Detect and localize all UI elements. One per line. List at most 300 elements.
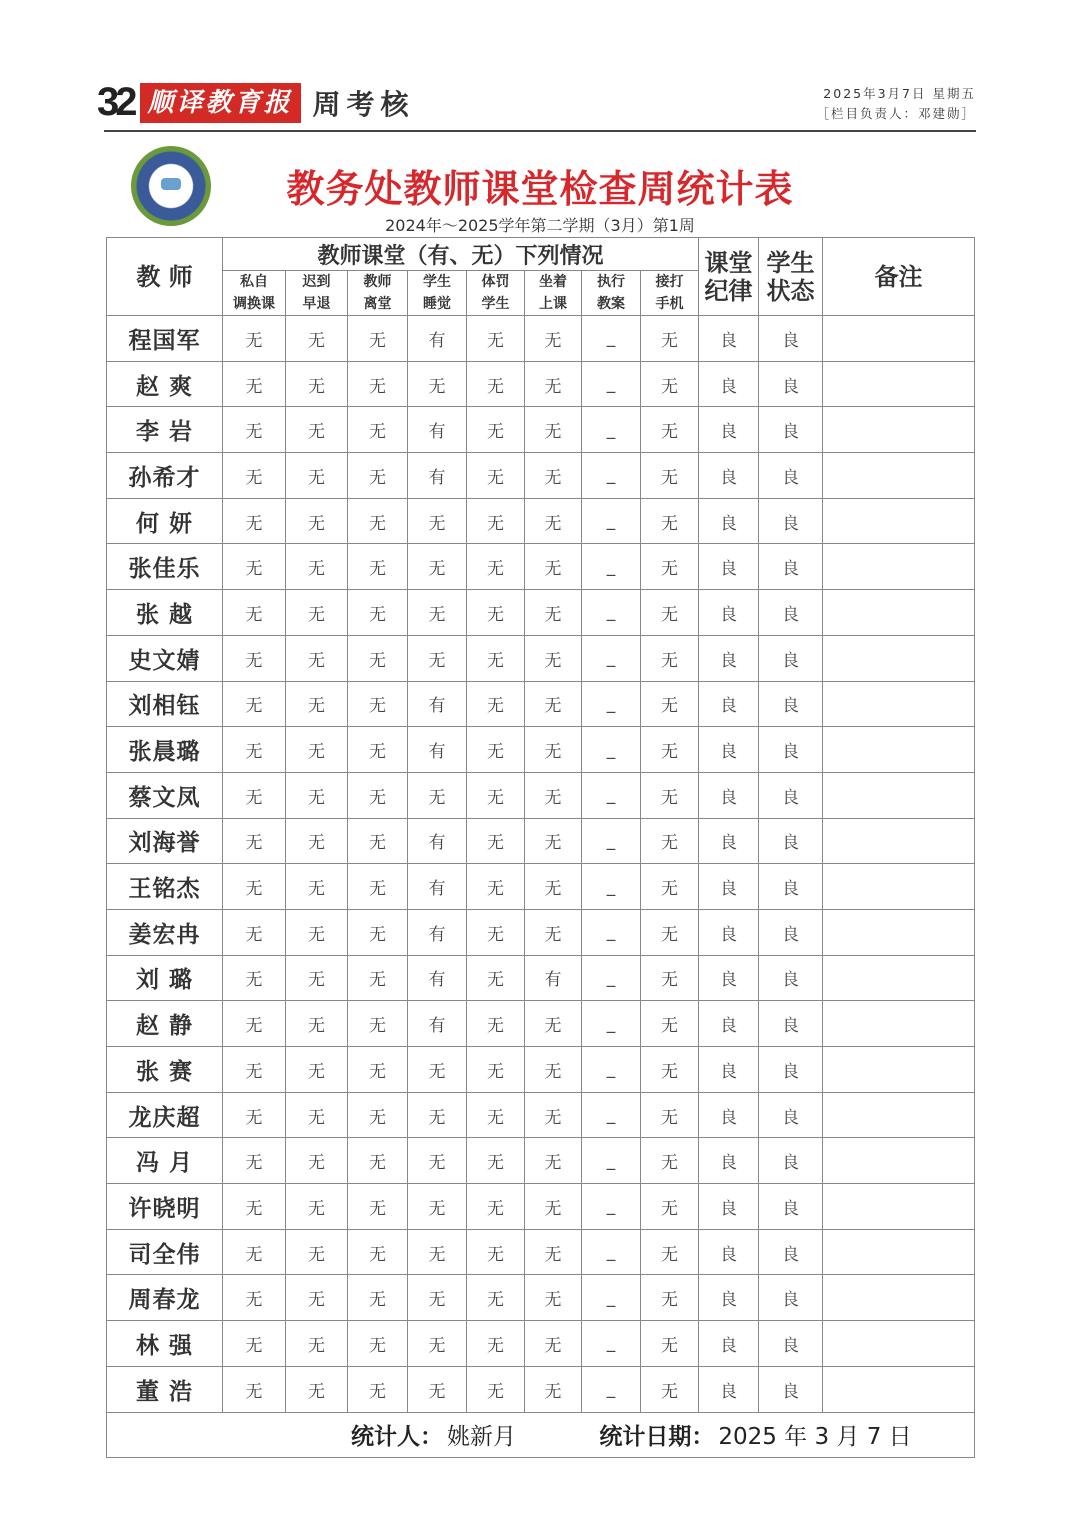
teacher-name: 孙希才	[107, 453, 223, 499]
column-name: 周考核	[312, 87, 415, 121]
table-cell: 无	[641, 1366, 699, 1412]
table-cell: 无	[467, 453, 525, 499]
table-cell: 无	[525, 1366, 582, 1412]
table-cell: 无	[525, 1138, 582, 1184]
table-row	[107, 361, 975, 407]
remark-cell	[823, 772, 975, 818]
table-cell: 无	[286, 772, 348, 818]
table-cell: 无	[467, 498, 525, 544]
table-cell: 无	[467, 681, 525, 727]
table-cell: 无	[286, 1138, 348, 1184]
table-cell: 无	[641, 407, 699, 453]
table-cell: 无	[467, 909, 525, 955]
table-cell: 无	[641, 316, 699, 362]
sub-header: 迟到 早退	[286, 271, 348, 316]
stat-date: 2025 年 3 月 7 日	[718, 1424, 912, 1450]
table-cell: 无	[641, 361, 699, 407]
table-cell: 有	[408, 955, 467, 1001]
table-cell: 无	[348, 1229, 408, 1275]
teacher-name: 李 岩	[107, 407, 223, 453]
column-editor: ［栏目负责人：邓建勋］	[816, 106, 976, 121]
table-cell: 良	[759, 498, 823, 544]
table-cell: _	[582, 590, 641, 636]
table-row	[107, 1184, 975, 1230]
sub-header: 私自 调换课	[223, 271, 286, 316]
table-cell: 无	[223, 361, 286, 407]
table-cell: 无	[223, 1092, 286, 1138]
header-group: 教师课堂（有、无）下列情况	[223, 238, 699, 271]
table-cell: 无	[348, 453, 408, 499]
table-row	[107, 727, 975, 773]
table-row	[107, 1275, 975, 1321]
table-cell: 无	[525, 361, 582, 407]
table-cell: 无	[223, 1138, 286, 1184]
table-cell: 无	[525, 544, 582, 590]
table-cell: 良	[759, 453, 823, 499]
table-cell: 良	[699, 1138, 759, 1184]
remark-cell	[823, 1321, 975, 1367]
table-cell: 无	[223, 955, 286, 1001]
table-cell: _	[582, 1138, 641, 1184]
table-row	[107, 498, 975, 544]
table-cell: _	[582, 1001, 641, 1047]
table-cell: 良	[759, 909, 823, 955]
teacher-name: 冯 月	[107, 1138, 223, 1184]
table-cell: 无	[348, 818, 408, 864]
remark-cell	[823, 955, 975, 1001]
table-cell: 良	[759, 361, 823, 407]
table-cell: 无	[408, 1047, 467, 1093]
table-cell: 良	[759, 544, 823, 590]
masthead-meta	[816, 84, 976, 124]
remark-cell	[823, 544, 975, 590]
table-cell: 无	[223, 635, 286, 681]
teacher-name: 张佳乐	[107, 544, 223, 590]
table-cell: 无	[348, 635, 408, 681]
table-cell: 无	[223, 1229, 286, 1275]
table-cell: 良	[759, 1138, 823, 1184]
table-cell: _	[582, 1184, 641, 1230]
table-cell: 无	[525, 1229, 582, 1275]
table-cell: 无	[286, 1366, 348, 1412]
table-cell: 无	[223, 1184, 286, 1230]
teacher-name: 程国军	[107, 316, 223, 362]
remark-cell	[823, 864, 975, 910]
table-cell: 无	[286, 544, 348, 590]
table-cell: 无	[641, 1321, 699, 1367]
table-row	[107, 1229, 975, 1275]
table-cell: 无	[348, 955, 408, 1001]
table-cell: 无	[641, 818, 699, 864]
issue-date: 2025年3月7日 星期五	[823, 86, 976, 101]
teacher-name: 刘相钰	[107, 681, 223, 727]
table-cell: 无	[348, 1047, 408, 1093]
table-cell: 无	[408, 1366, 467, 1412]
table-row	[107, 1366, 975, 1412]
table-cell: 有	[408, 909, 467, 955]
teacher-name: 张 赛	[107, 1047, 223, 1093]
table-cell: 无	[525, 453, 582, 499]
table-cell: 无	[348, 361, 408, 407]
table-cell: 无	[641, 772, 699, 818]
table-cell: 良	[699, 955, 759, 1001]
table-cell: _	[582, 1229, 641, 1275]
table-cell: 无	[408, 1275, 467, 1321]
table-cell: 无	[641, 1229, 699, 1275]
table-cell: 无	[223, 681, 286, 727]
table-cell: 无	[525, 590, 582, 636]
teacher-name: 张 越	[107, 590, 223, 636]
page-number: 32	[97, 80, 134, 124]
table-cell: 无	[641, 909, 699, 955]
table-row	[107, 453, 975, 499]
remark-cell	[823, 498, 975, 544]
table-cell: 良	[699, 361, 759, 407]
table-cell: 无	[223, 1047, 286, 1093]
table-cell: 无	[641, 1138, 699, 1184]
table-cell: 无	[223, 727, 286, 773]
table-cell: 良	[699, 1047, 759, 1093]
sub-header: 执行 教案	[582, 271, 641, 316]
table-cell: 良	[759, 864, 823, 910]
remark-cell	[823, 909, 975, 955]
table-cell: _	[582, 681, 641, 727]
table-cell: 无	[223, 1275, 286, 1321]
table-cell: 良	[699, 818, 759, 864]
table-cell: 无	[223, 453, 286, 499]
table-cell: 有	[408, 864, 467, 910]
table-cell: 良	[759, 681, 823, 727]
table-cell: 无	[467, 727, 525, 773]
remark-cell	[823, 1138, 975, 1184]
table-row	[107, 1092, 975, 1138]
table-cell: 良	[699, 498, 759, 544]
table-cell: 无	[348, 1138, 408, 1184]
table-row	[107, 544, 975, 590]
remark-cell	[823, 1047, 975, 1093]
table-cell: 良	[699, 407, 759, 453]
table-cell: 良	[759, 818, 823, 864]
table-cell: 良	[699, 1229, 759, 1275]
remark-cell	[823, 1092, 975, 1138]
table-cell: 良	[699, 1184, 759, 1230]
table-cell: 无	[467, 316, 525, 362]
table-row	[107, 316, 975, 362]
table-row	[107, 909, 975, 955]
header-remarks: 备注	[823, 238, 975, 316]
statistician-label: 统计人：	[351, 1424, 443, 1450]
table-cell: 无	[286, 1229, 348, 1275]
table-cell: 无	[286, 1092, 348, 1138]
table-cell: 无	[525, 864, 582, 910]
table-cell: _	[582, 1275, 641, 1321]
table-cell: 无	[525, 1275, 582, 1321]
table-cell: _	[582, 818, 641, 864]
table-cell: _	[582, 955, 641, 1001]
table-cell: 良	[699, 727, 759, 773]
table-cell: 无	[641, 1001, 699, 1047]
remark-cell	[823, 590, 975, 636]
sub-header: 学生 睡觉	[408, 271, 467, 316]
table-cell: 无	[348, 864, 408, 910]
table-cell: 无	[467, 407, 525, 453]
teacher-name: 司全伟	[107, 1229, 223, 1275]
table-cell: 无	[525, 909, 582, 955]
table-cell: 无	[525, 498, 582, 544]
remark-cell	[823, 361, 975, 407]
table-row	[107, 1321, 975, 1367]
sub-header: 接打 手机	[641, 271, 699, 316]
table-cell: 无	[525, 1092, 582, 1138]
table-cell: 无	[348, 590, 408, 636]
table-cell: _	[582, 453, 641, 499]
remark-cell	[823, 1001, 975, 1047]
header-discipline: 课堂 纪律	[699, 238, 759, 316]
table-cell: 无	[641, 955, 699, 1001]
table-cell: 良	[759, 1092, 823, 1138]
table-cell: 无	[408, 1321, 467, 1367]
table-cell: _	[582, 316, 641, 362]
table-cell: 无	[408, 635, 467, 681]
remark-cell	[823, 453, 975, 499]
table-cell: 无	[408, 361, 467, 407]
table-cell: 无	[286, 1275, 348, 1321]
table-cell: 无	[525, 1184, 582, 1230]
table-cell: 无	[286, 864, 348, 910]
table-cell: 无	[408, 1184, 467, 1230]
document-title: 教务处教师课堂检查周统计表	[286, 166, 794, 211]
table-cell: 良	[759, 1321, 823, 1367]
table-cell: 无	[348, 1184, 408, 1230]
teacher-name: 周春龙	[107, 1275, 223, 1321]
statistician-name: 姚新月	[447, 1424, 516, 1450]
teacher-name: 王铭杰	[107, 864, 223, 910]
table-cell: 良	[759, 955, 823, 1001]
table-cell: 无	[525, 818, 582, 864]
table-cell: 无	[641, 1184, 699, 1230]
table-cell: 无	[223, 818, 286, 864]
table-cell: 无	[525, 727, 582, 773]
table-cell: 无	[223, 772, 286, 818]
table-cell: 无	[348, 407, 408, 453]
sub-header: 体罚 学生	[467, 271, 525, 316]
teacher-name: 董 浩	[107, 1366, 223, 1412]
table-cell: 无	[286, 1047, 348, 1093]
table-cell: 无	[348, 316, 408, 362]
table-cell: 良	[759, 407, 823, 453]
table-cell: 良	[699, 681, 759, 727]
table-cell: 良	[699, 1366, 759, 1412]
table-cell: 无	[408, 1138, 467, 1184]
table-cell: 无	[641, 590, 699, 636]
table-cell: 无	[641, 1047, 699, 1093]
table-cell: 良	[759, 1229, 823, 1275]
table-cell: 无	[286, 909, 348, 955]
table-cell: 无	[641, 498, 699, 544]
table-cell: 无	[223, 590, 286, 636]
remark-cell	[823, 1184, 975, 1230]
table-cell: 良	[699, 635, 759, 681]
paper-name-logo: 顺译教育报	[140, 83, 301, 123]
table-cell: 无	[641, 727, 699, 773]
table-cell: 无	[286, 361, 348, 407]
table-cell: 无	[286, 498, 348, 544]
table-cell: 有	[408, 727, 467, 773]
table-cell: 无	[286, 1184, 348, 1230]
header-divider	[104, 130, 976, 132]
table-row	[107, 955, 975, 1001]
teacher-name: 刘 璐	[107, 955, 223, 1001]
table-cell: 良	[759, 1047, 823, 1093]
teacher-name: 何 妍	[107, 498, 223, 544]
table-cell: 无	[408, 590, 467, 636]
table-cell: 无	[223, 407, 286, 453]
teacher-name: 刘海誉	[107, 818, 223, 864]
table-cell: 无	[467, 1229, 525, 1275]
table-cell: 无	[641, 544, 699, 590]
table-cell: 良	[699, 909, 759, 955]
table-cell: 有	[525, 955, 582, 1001]
table-cell: 无	[467, 1184, 525, 1230]
table-cell: _	[582, 361, 641, 407]
table-cell: 无	[525, 681, 582, 727]
table-cell: 良	[699, 590, 759, 636]
table-row	[107, 818, 975, 864]
footer-row	[107, 1412, 975, 1457]
table-cell: 良	[759, 1366, 823, 1412]
inspection-table	[106, 237, 975, 1458]
table-cell: 有	[408, 818, 467, 864]
table-cell: 无	[286, 1001, 348, 1047]
table-cell: 无	[467, 635, 525, 681]
table-cell: 无	[348, 681, 408, 727]
table-cell: 无	[641, 1092, 699, 1138]
table-cell: 无	[467, 1366, 525, 1412]
table-cell: 良	[759, 1001, 823, 1047]
table-cell: 良	[699, 1275, 759, 1321]
teacher-name: 姜宏冉	[107, 909, 223, 955]
table-cell: 无	[467, 772, 525, 818]
table-cell: _	[582, 864, 641, 910]
table-cell: 良	[699, 1321, 759, 1367]
table-cell: _	[582, 727, 641, 773]
table-cell: 有	[408, 316, 467, 362]
table-cell: 无	[525, 1001, 582, 1047]
table-cell: 无	[408, 498, 467, 544]
table-cell: 良	[699, 544, 759, 590]
table-cell: 良	[699, 772, 759, 818]
document-subtitle: 2024年～2025学年第二学期（3月）第1周	[385, 216, 695, 235]
header-teacher: 教 师	[107, 238, 223, 316]
table-cell: 无	[223, 316, 286, 362]
table-cell: 有	[408, 407, 467, 453]
table-cell: 无	[467, 955, 525, 1001]
table-cell: 无	[467, 1047, 525, 1093]
teacher-name: 林 强	[107, 1321, 223, 1367]
table-cell: 无	[525, 635, 582, 681]
table-cell: 良	[759, 727, 823, 773]
table-cell: 无	[348, 1092, 408, 1138]
table-cell: _	[582, 407, 641, 453]
table-cell: 无	[223, 1001, 286, 1047]
table-cell: 无	[223, 544, 286, 590]
table-cell: 无	[286, 407, 348, 453]
table-row	[107, 1047, 975, 1093]
sub-header: 坐着 上课	[525, 271, 582, 316]
table-cell: 无	[467, 1275, 525, 1321]
table-row	[107, 1001, 975, 1047]
table-cell: 无	[286, 635, 348, 681]
table-row	[107, 864, 975, 910]
table-cell: 良	[759, 590, 823, 636]
table-cell: 无	[348, 498, 408, 544]
remark-cell	[823, 407, 975, 453]
table-cell: 有	[408, 1001, 467, 1047]
table-cell: 无	[641, 1275, 699, 1321]
table-cell: 无	[467, 544, 525, 590]
table-cell: 有	[408, 453, 467, 499]
school-emblem-icon	[131, 146, 211, 226]
table-cell: 无	[348, 1366, 408, 1412]
table-cell: 无	[641, 864, 699, 910]
table-cell: 无	[286, 1321, 348, 1367]
table-cell: 无	[408, 544, 467, 590]
table-cell: _	[582, 772, 641, 818]
remark-cell	[823, 727, 975, 773]
table-cell: 无	[286, 727, 348, 773]
table-cell: 无	[223, 498, 286, 544]
header-student-state: 学生 状态	[759, 238, 823, 316]
remark-cell	[823, 818, 975, 864]
table-row	[107, 772, 975, 818]
teacher-name: 蔡文凤	[107, 772, 223, 818]
table-cell: 无	[286, 453, 348, 499]
remark-cell	[823, 1366, 975, 1412]
table-cell: 无	[467, 864, 525, 910]
table-cell: 无	[223, 1366, 286, 1412]
table-cell: 无	[467, 1138, 525, 1184]
table-cell: _	[582, 909, 641, 955]
table-cell: 无	[641, 681, 699, 727]
table-cell: 无	[641, 453, 699, 499]
teacher-name: 龙庆超	[107, 1092, 223, 1138]
table-cell: 无	[286, 818, 348, 864]
table-cell: 良	[699, 1001, 759, 1047]
table-cell: 无	[525, 407, 582, 453]
table-cell: 良	[759, 1275, 823, 1321]
table-row	[107, 635, 975, 681]
table-cell: 无	[348, 772, 408, 818]
table-cell: 无	[467, 590, 525, 636]
table-cell: 无	[467, 361, 525, 407]
table-cell: 无	[348, 544, 408, 590]
table-cell: 良	[759, 635, 823, 681]
table-cell: 无	[525, 1047, 582, 1093]
table-cell: 无	[408, 772, 467, 818]
table-cell: 无	[408, 1092, 467, 1138]
table-cell: 无	[348, 727, 408, 773]
stat-date-label: 统计日期：	[599, 1424, 715, 1450]
table-cell: _	[582, 1047, 641, 1093]
table-cell: 良	[759, 316, 823, 362]
teacher-name: 许晓明	[107, 1184, 223, 1230]
table-cell: 无	[223, 909, 286, 955]
table-cell: 无	[286, 590, 348, 636]
remark-cell	[823, 681, 975, 727]
table-cell: 无	[348, 1001, 408, 1047]
table-cell: 良	[699, 1092, 759, 1138]
teacher-name: 赵 爽	[107, 361, 223, 407]
